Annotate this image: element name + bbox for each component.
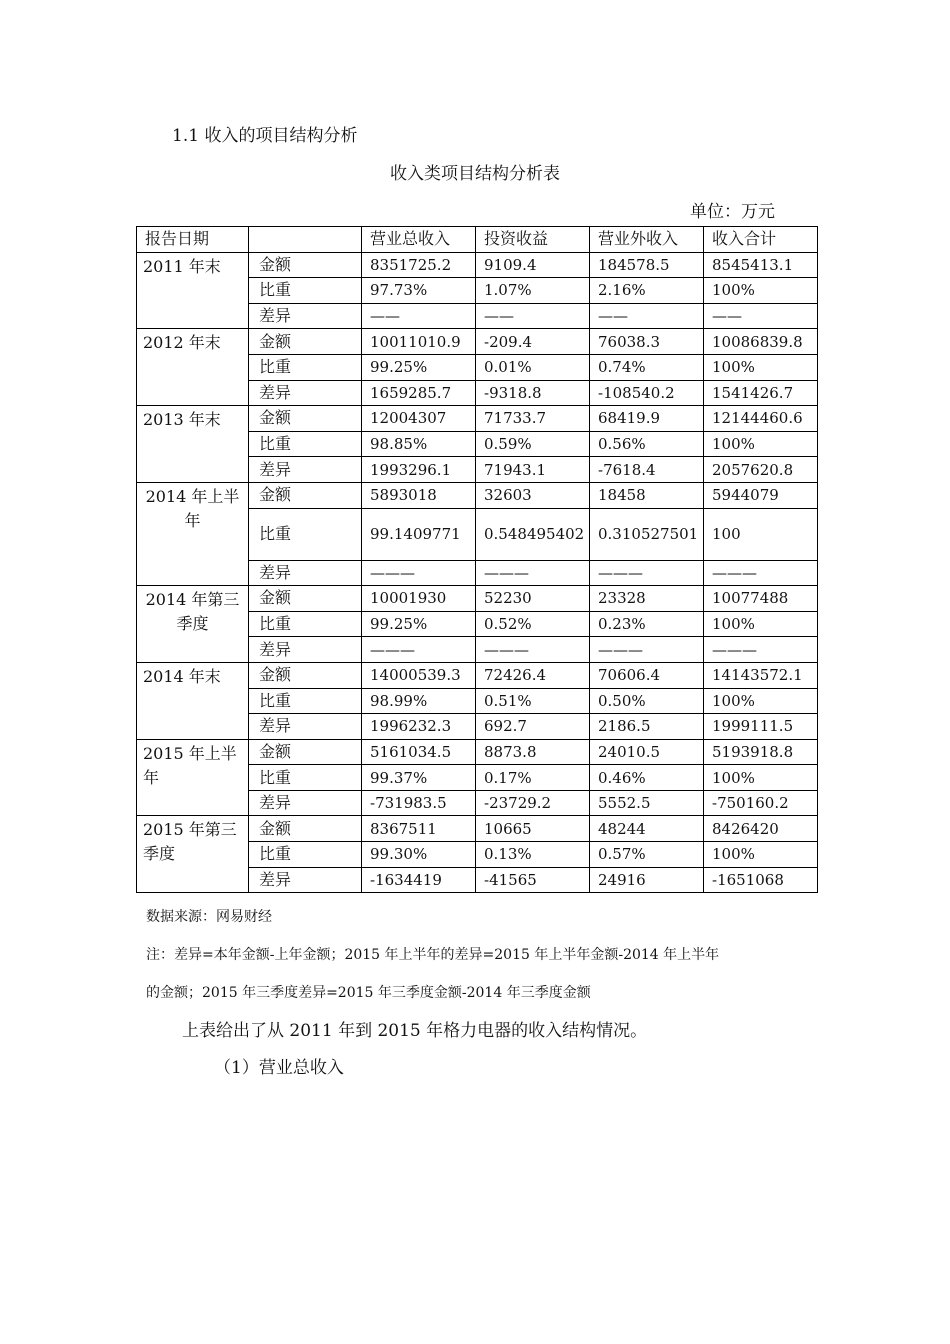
subheading: （1）营业总收入 xyxy=(214,1058,344,1078)
value-cell: 0.51% xyxy=(476,688,590,714)
value-cell: 24010.5 xyxy=(590,739,704,765)
table-row xyxy=(137,406,818,432)
header-cell: 营业总收入 xyxy=(362,227,476,253)
value-cell: ——— xyxy=(590,637,704,663)
metric-cell: 比重 xyxy=(249,354,362,380)
value-cell: 100% xyxy=(704,611,818,637)
value-cell: 0.74% xyxy=(590,354,704,380)
metric-cell: 差异 xyxy=(249,637,362,663)
table-header-row xyxy=(137,227,818,253)
note-line-1: 注：差异=本年金额-上年金额；2015 年上半年的差异=2015 年上半年金额-2014 年上半年 xyxy=(146,947,720,963)
report-date-cell: 2014 年第三季度 xyxy=(137,586,249,663)
metric-cell: 金额 xyxy=(249,816,362,842)
value-cell: 2186.5 xyxy=(590,714,704,740)
value-cell: 71733.7 xyxy=(476,406,590,432)
value-cell: 0.56% xyxy=(590,431,704,457)
table-row xyxy=(137,662,818,688)
value-cell: 0.23% xyxy=(590,611,704,637)
value-cell: 9109.4 xyxy=(476,252,590,278)
value-cell: 14000539.3 xyxy=(362,662,476,688)
data-source: 数据来源：网易财经 xyxy=(146,909,272,925)
value-cell: 0.17% xyxy=(476,765,590,791)
table-row xyxy=(137,329,818,355)
value-cell: 2057620.8 xyxy=(704,457,818,483)
value-cell: -9318.8 xyxy=(476,380,590,406)
value-cell: 0.310527501 xyxy=(590,508,704,560)
value-cell: ——— xyxy=(362,560,476,586)
value-cell: 1.07% xyxy=(476,278,590,304)
metric-cell: 比重 xyxy=(249,278,362,304)
report-date-cell: 2014 年上半年 xyxy=(137,482,249,585)
value-cell: 0.548495402 xyxy=(476,508,590,560)
value-cell: 97.73% xyxy=(362,278,476,304)
value-cell: 0.52% xyxy=(476,611,590,637)
value-cell: 12004307 xyxy=(362,406,476,432)
metric-cell: 金额 xyxy=(249,662,362,688)
metric-cell: 差异 xyxy=(249,457,362,483)
value-cell: 99.37% xyxy=(362,765,476,791)
table-row xyxy=(137,586,818,612)
value-cell: 0.57% xyxy=(590,842,704,868)
value-cell: 5552.5 xyxy=(590,790,704,816)
header-cell: 报告日期 xyxy=(137,227,249,253)
value-cell: —— xyxy=(362,303,476,329)
value-cell: 100 xyxy=(704,508,818,560)
value-cell: 5944079 xyxy=(704,482,818,508)
value-cell: 5161034.5 xyxy=(362,739,476,765)
value-cell: 10001930 xyxy=(362,586,476,612)
value-cell: 8426420 xyxy=(704,816,818,842)
value-cell: 0.13% xyxy=(476,842,590,868)
value-cell: 8545413.1 xyxy=(704,252,818,278)
value-cell: 1999111.5 xyxy=(704,714,818,740)
metric-cell: 比重 xyxy=(249,765,362,791)
value-cell: 18458 xyxy=(590,482,704,508)
report-date-cell: 2015 年第三季度 xyxy=(137,816,249,893)
value-cell: -1634419 xyxy=(362,867,476,893)
value-cell: 99.25% xyxy=(362,354,476,380)
value-cell: ——— xyxy=(704,560,818,586)
table-title: 收入类项目结构分析表 xyxy=(390,164,560,184)
value-cell: ——— xyxy=(476,637,590,663)
value-cell: -23729.2 xyxy=(476,790,590,816)
metric-cell: 差异 xyxy=(249,714,362,740)
value-cell: ——— xyxy=(476,560,590,586)
value-cell: 1996232.3 xyxy=(362,714,476,740)
metric-cell: 金额 xyxy=(249,586,362,612)
metric-cell: 比重 xyxy=(249,611,362,637)
value-cell: -209.4 xyxy=(476,329,590,355)
value-cell: 72426.4 xyxy=(476,662,590,688)
value-cell: 0.01% xyxy=(476,354,590,380)
value-cell: 23328 xyxy=(590,586,704,612)
value-cell: 1541426.7 xyxy=(704,380,818,406)
metric-cell: 金额 xyxy=(249,482,362,508)
summary-paragraph: 上表给出了从 2011 年到 2015 年格力电器的收入结构情况。 xyxy=(182,1021,648,1041)
value-cell: -7618.4 xyxy=(590,457,704,483)
value-cell: 99.30% xyxy=(362,842,476,868)
table-row xyxy=(137,816,818,842)
value-cell: 98.85% xyxy=(362,431,476,457)
metric-cell: 差异 xyxy=(249,790,362,816)
header-cell: 收入合计 xyxy=(704,227,818,253)
metric-cell: 金额 xyxy=(249,252,362,278)
metric-cell: 比重 xyxy=(249,688,362,714)
value-cell: 100% xyxy=(704,431,818,457)
metric-cell: 金额 xyxy=(249,739,362,765)
value-cell: 8873.8 xyxy=(476,739,590,765)
metric-cell: 差异 xyxy=(249,867,362,893)
value-cell: 0.46% xyxy=(590,765,704,791)
value-cell: -750160.2 xyxy=(704,790,818,816)
header-cell: 投资收益 xyxy=(476,227,590,253)
value-cell: 98.99% xyxy=(362,688,476,714)
value-cell: ——— xyxy=(362,637,476,663)
value-cell: 10665 xyxy=(476,816,590,842)
value-cell: -1651068 xyxy=(704,867,818,893)
value-cell: 100% xyxy=(704,842,818,868)
value-cell: 14143572.1 xyxy=(704,662,818,688)
value-cell: 32603 xyxy=(476,482,590,508)
metric-cell: 比重 xyxy=(249,842,362,868)
value-cell: 5893018 xyxy=(362,482,476,508)
value-cell: ——— xyxy=(590,560,704,586)
unit-label: 单位：万元 xyxy=(690,202,775,222)
value-cell: 48244 xyxy=(590,816,704,842)
value-cell: 52230 xyxy=(476,586,590,612)
metric-cell: 金额 xyxy=(249,406,362,432)
metric-cell: 差异 xyxy=(249,303,362,329)
value-cell: 12144460.6 xyxy=(704,406,818,432)
value-cell: -41565 xyxy=(476,867,590,893)
value-cell: —— xyxy=(476,303,590,329)
section-heading: 1.1 收入的项目结构分析 xyxy=(172,126,358,146)
metric-cell: 比重 xyxy=(249,508,362,560)
value-cell: 692.7 xyxy=(476,714,590,740)
value-cell: 8351725.2 xyxy=(362,252,476,278)
value-cell: 10086839.8 xyxy=(704,329,818,355)
value-cell: 71943.1 xyxy=(476,457,590,483)
value-cell: 10077488 xyxy=(704,586,818,612)
value-cell: 100% xyxy=(704,688,818,714)
report-date-cell: 2012 年末 xyxy=(137,329,249,406)
value-cell: 1993296.1 xyxy=(362,457,476,483)
value-cell: 10011010.9 xyxy=(362,329,476,355)
value-cell: 5193918.8 xyxy=(704,739,818,765)
table-row xyxy=(137,739,818,765)
value-cell: 100% xyxy=(704,354,818,380)
value-cell: 70606.4 xyxy=(590,662,704,688)
value-cell: 100% xyxy=(704,765,818,791)
value-cell: 99.1409771 xyxy=(362,508,476,560)
value-cell: 184578.5 xyxy=(590,252,704,278)
note-line-2: 的金额；2015 年三季度差异=2015 年三季度金额-2014 年三季度金额 xyxy=(146,985,591,1001)
value-cell: ——— xyxy=(704,637,818,663)
value-cell: 68419.9 xyxy=(590,406,704,432)
metric-cell: 差异 xyxy=(249,380,362,406)
table-row xyxy=(137,252,818,278)
value-cell: 0.59% xyxy=(476,431,590,457)
header-cell: 营业外收入 xyxy=(590,227,704,253)
value-cell: 0.50% xyxy=(590,688,704,714)
metric-cell: 比重 xyxy=(249,431,362,457)
report-date-cell: 2013 年末 xyxy=(137,406,249,483)
value-cell: 8367511 xyxy=(362,816,476,842)
value-cell: 76038.3 xyxy=(590,329,704,355)
value-cell: 99.25% xyxy=(362,611,476,637)
value-cell: 24916 xyxy=(590,867,704,893)
value-cell: -108540.2 xyxy=(590,380,704,406)
value-cell: 1659285.7 xyxy=(362,380,476,406)
header-cell xyxy=(249,227,362,253)
value-cell: —— xyxy=(704,303,818,329)
report-date-cell: 2014 年末 xyxy=(137,662,249,739)
table-row xyxy=(137,482,818,508)
income-structure-table xyxy=(136,226,818,893)
value-cell: 2.16% xyxy=(590,278,704,304)
metric-cell: 差异 xyxy=(249,560,362,586)
report-date-cell: 2011 年末 xyxy=(137,252,249,329)
report-date-cell: 2015 年上半年 xyxy=(137,739,249,816)
value-cell: -731983.5 xyxy=(362,790,476,816)
value-cell: —— xyxy=(590,303,704,329)
value-cell: 100% xyxy=(704,278,818,304)
metric-cell: 金额 xyxy=(249,329,362,355)
